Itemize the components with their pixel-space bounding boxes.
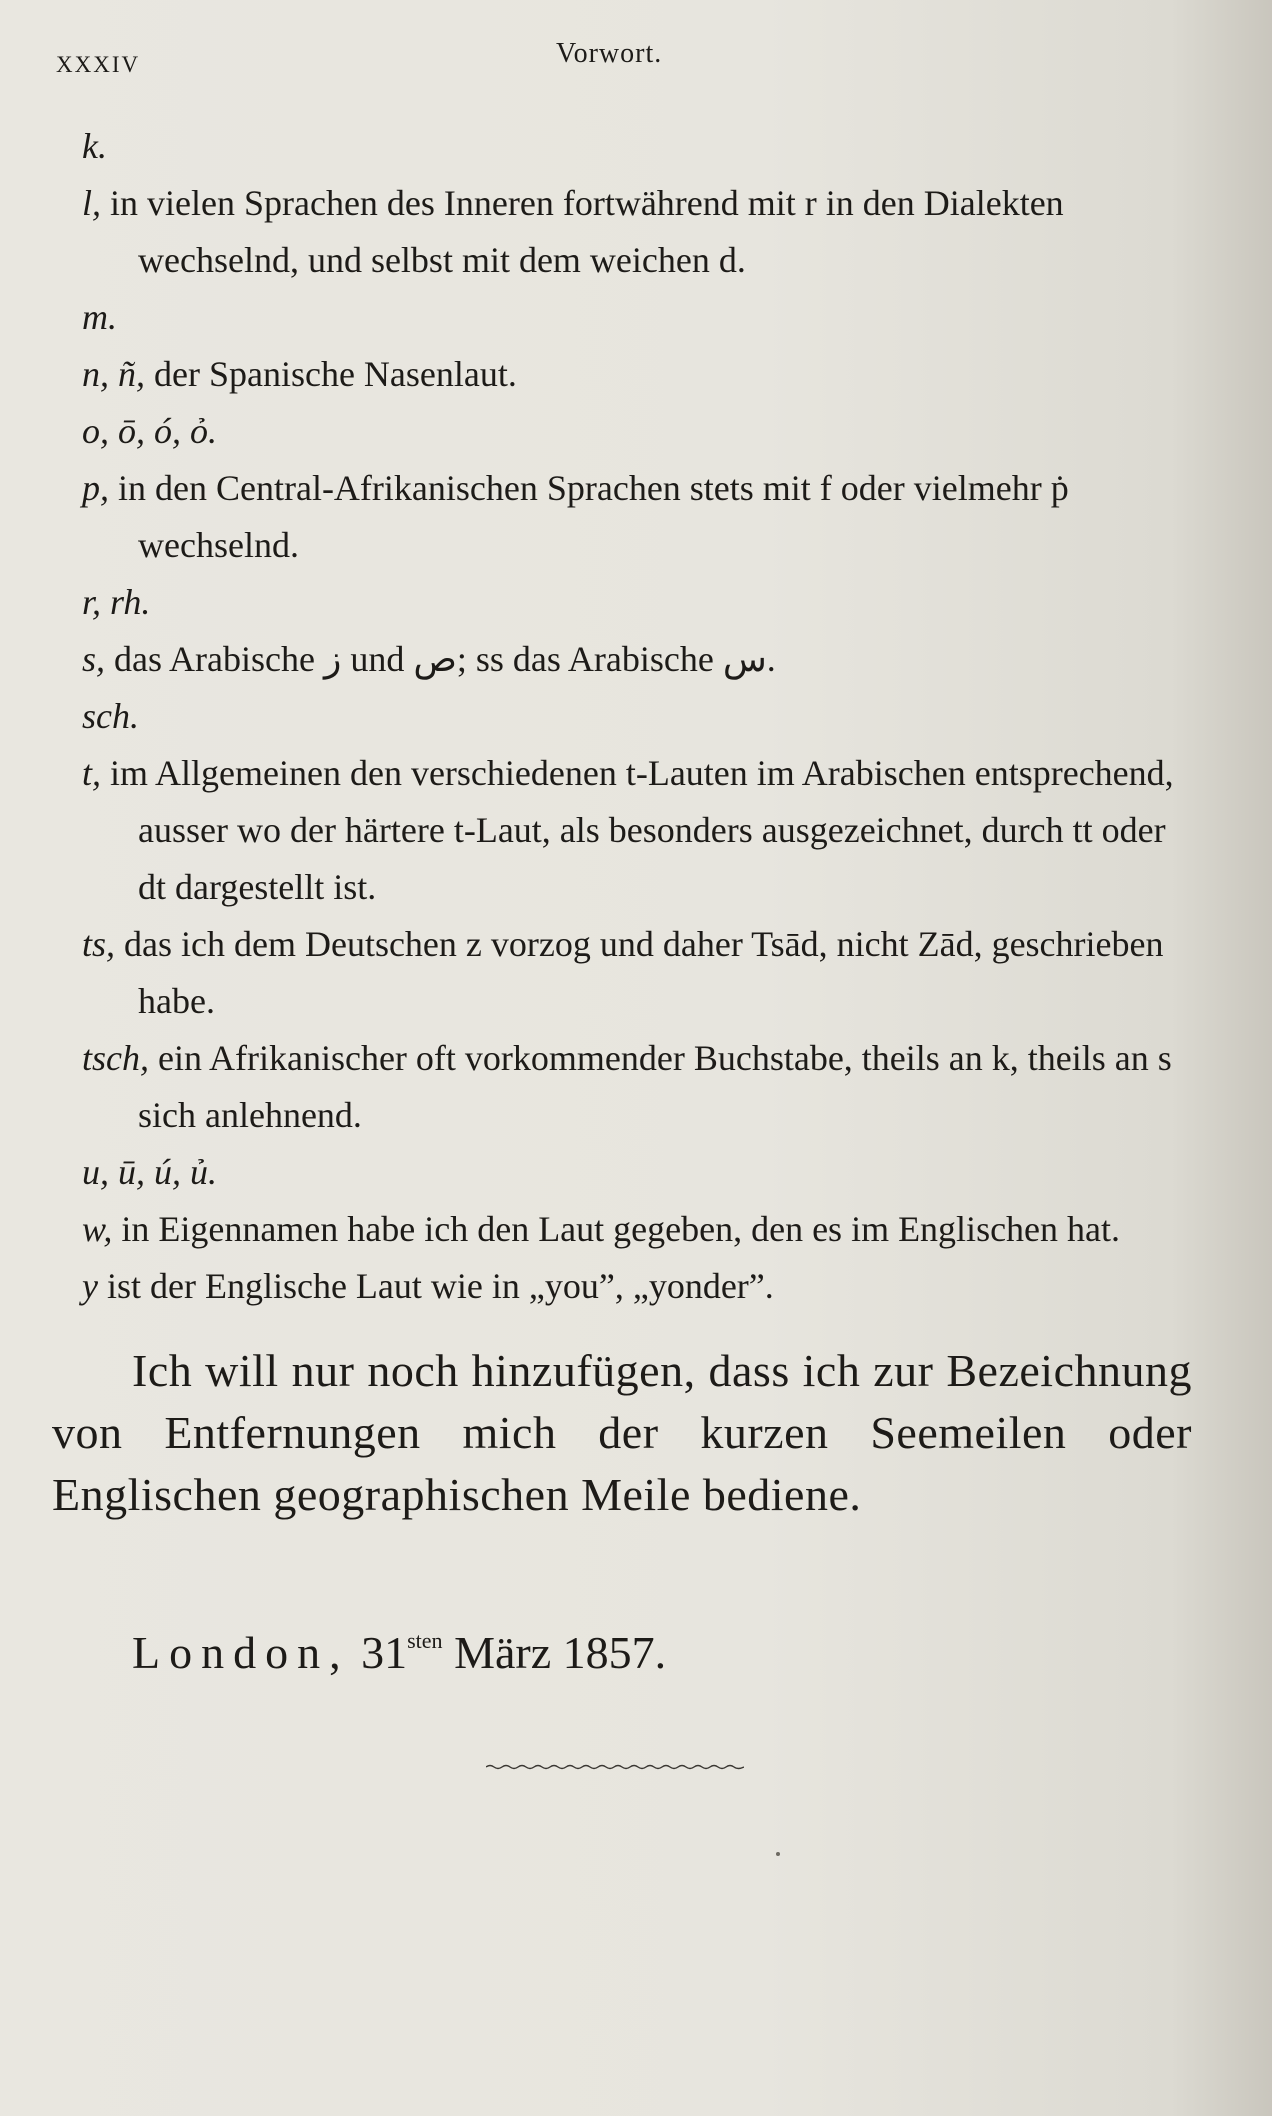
letter-description: in vielen Sprachen des Inneren fortwährend mit r in den Dialekten wechselnd, und selbst mit dem weichen d. — [110, 183, 1064, 280]
signoff-day: 31 — [361, 1627, 408, 1678]
letter-key: s, — [82, 639, 106, 679]
list-item — [82, 745, 1202, 916]
signoff-day-suffix: sten — [407, 1628, 443, 1653]
ink-speck — [776, 1852, 780, 1856]
list-item — [82, 289, 1202, 346]
list-item — [82, 403, 1202, 460]
signoff-month-year: März 1857. — [454, 1627, 667, 1678]
list-item — [82, 574, 1202, 631]
closing-section — [52, 1340, 1192, 1526]
letter-key: sch. — [82, 696, 139, 736]
list-item — [82, 175, 1202, 289]
letter-description: im Allgemeinen den verschiedenen t-Lauten im Arabischen entsprechend, ausser wo der härtere t-Laut, als besonders ausgezeichnet, durch tt oder dt dargestellt ist. — [110, 753, 1174, 907]
signoff — [132, 1626, 666, 1679]
list-item — [82, 631, 1202, 688]
list-item — [82, 346, 1202, 403]
letter-key: p, — [82, 468, 109, 508]
running-title: Vorwort. — [556, 38, 663, 69]
letter-description: das Arabische ز und ص; ss das Arabische س. — [114, 639, 776, 679]
decorative-rule — [486, 1764, 744, 1770]
letter-key: m. — [82, 297, 117, 337]
letter-key: k. — [82, 126, 107, 166]
letter-key: u, ū, ú, ủ. — [82, 1152, 217, 1192]
list-item — [82, 1201, 1202, 1258]
closing-paragraph: Ich will nur noch hinzufügen, dass ich zur Bezeichnung von Entfernungen mich der kurzen Seemeilen oder Englischen geographischen Meile bediene. — [52, 1345, 1192, 1520]
signoff-place: London, — [132, 1627, 350, 1678]
list-item — [82, 118, 1202, 175]
letter-description: der Spanische Nasenlaut. — [154, 354, 517, 394]
list-item — [82, 688, 1202, 745]
letter-description: in Eigennamen habe ich den Laut gegeben, den es im Englischen hat. — [121, 1209, 1121, 1249]
letter-key: o, ō, ó, ỏ. — [82, 411, 217, 451]
letter-key: r, rh. — [82, 582, 151, 622]
letter-key: t, — [82, 753, 102, 793]
letter-key: y — [82, 1266, 98, 1306]
page-number: XXXIV — [56, 52, 141, 77]
list-item — [82, 916, 1202, 1030]
list-item — [82, 1144, 1202, 1201]
letter-description: ein Afrikanischer oft vorkommender Buchstabe, theils an k, theils an s sich anlehnend. — [138, 1038, 1172, 1135]
letter-key: w, — [82, 1209, 113, 1249]
letter-description: das ich dem Deutschen z vorzog und daher Tsād, nicht Zād, geschrieben habe. — [124, 924, 1164, 1021]
letter-key: tsch, — [82, 1038, 149, 1078]
letter-key: l, — [82, 183, 102, 223]
letter-description: ist der Englische Laut wie in „you”, „yonder”. — [106, 1266, 774, 1306]
list-item — [82, 1258, 1202, 1315]
page-header — [52, 38, 1212, 78]
letter-key: n, ñ, — [82, 354, 145, 394]
letter-description: in den Central-Afrikanischen Sprachen stets mit f oder vielmehr ṗ wechselnd. — [118, 468, 1069, 565]
list-item — [82, 460, 1202, 574]
list-item — [82, 1030, 1202, 1144]
letter-key: ts, — [82, 924, 116, 964]
transliteration-list — [82, 118, 1202, 1315]
